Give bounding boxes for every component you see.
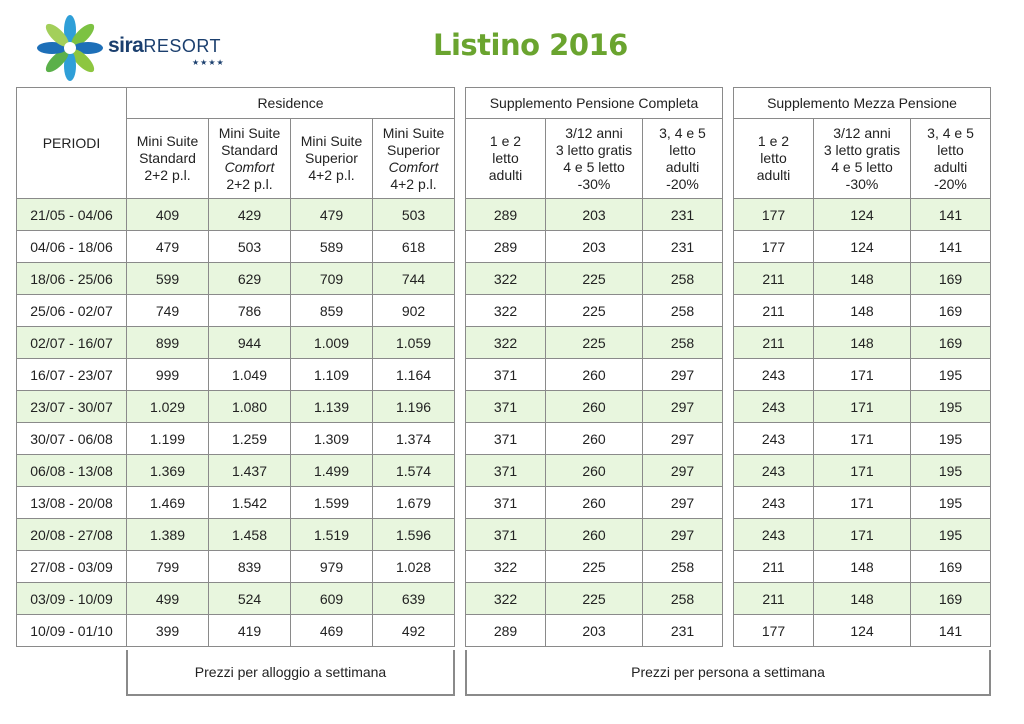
price-cell: 609 — [291, 583, 373, 615]
column-header — [209, 119, 291, 199]
price-cell: 148 — [814, 327, 911, 359]
price-cell: 260 — [546, 359, 643, 391]
brand-stars: ★★★★ — [192, 58, 225, 67]
price-cell: 799 — [127, 551, 209, 583]
price-cell: 1.599 — [291, 487, 373, 519]
price-cell: 169 — [911, 263, 991, 295]
price-cell: 902 — [373, 295, 455, 327]
price-cell: 1.080 — [209, 391, 291, 423]
period-cell: 23/07 - 30/07 — [17, 391, 127, 423]
price-cell: 177 — [734, 199, 814, 231]
price-cell: 709 — [291, 263, 373, 295]
table-row — [734, 359, 991, 391]
price-cell: 839 — [209, 551, 291, 583]
price-cell: 1.059 — [373, 327, 455, 359]
footer-alloggio-label: Prezzi per alloggio a settimana — [194, 664, 387, 680]
price-cell: 492 — [373, 615, 455, 647]
table-row — [466, 231, 723, 263]
table-row — [466, 519, 723, 551]
price-cell: 169 — [911, 551, 991, 583]
price-cell: 169 — [911, 295, 991, 327]
price-cell: 1.164 — [373, 359, 455, 391]
price-cell: 243 — [734, 487, 814, 519]
price-cell: 243 — [734, 391, 814, 423]
period-cell: 06/08 - 13/08 — [17, 455, 127, 487]
column-header-line: 3, 4 e 5 — [927, 124, 974, 141]
price-cell: 1.374 — [373, 423, 455, 455]
column-header-line: letto — [760, 150, 787, 166]
table-row — [466, 583, 723, 615]
price-cell: 524 — [209, 583, 291, 615]
column-header-line: adulti — [665, 158, 700, 175]
column-header — [814, 119, 911, 199]
price-cell: 148 — [814, 295, 911, 327]
price-cell: 599 — [127, 263, 209, 295]
price-cell: 1.009 — [291, 327, 373, 359]
price-cell: 231 — [643, 231, 723, 263]
table-row — [466, 455, 723, 487]
price-cell: 124 — [814, 231, 911, 263]
period-cell: 20/08 - 27/08 — [17, 519, 127, 551]
flower-logo-icon — [32, 12, 108, 84]
price-cell: 211 — [734, 327, 814, 359]
period-cell: 16/07 - 23/07 — [17, 359, 127, 391]
price-cell: 1.049 — [209, 359, 291, 391]
price-cell: 297 — [643, 487, 723, 519]
price-cell: 1.519 — [291, 519, 373, 551]
footer-alloggio — [126, 650, 455, 696]
price-cell: 859 — [291, 295, 373, 327]
price-cell: 1.458 — [209, 519, 291, 551]
column-header-line: letto — [669, 141, 696, 158]
column-header-line: 3, 4 e 5 — [659, 124, 706, 141]
price-cell: 1.109 — [291, 359, 373, 391]
table-row — [734, 199, 991, 231]
price-cell: 124 — [814, 199, 911, 231]
column-header-line: 3/12 anni — [833, 124, 891, 141]
column-header — [546, 119, 643, 199]
price-cell: 148 — [814, 583, 911, 615]
column-header-line: 4 e 5 letto — [563, 158, 625, 175]
price-cell: 171 — [814, 391, 911, 423]
price-cell: 258 — [643, 295, 723, 327]
price-cell: 979 — [291, 551, 373, 583]
table-row — [17, 519, 455, 551]
price-cell: 1.139 — [291, 391, 373, 423]
price-cell: 589 — [291, 231, 373, 263]
price-cell: 195 — [911, 359, 991, 391]
table-row — [17, 231, 455, 263]
price-cell: 503 — [373, 199, 455, 231]
column-header-line: -20% — [666, 175, 699, 192]
table-row — [734, 583, 991, 615]
column-header-line: 1 e 2 — [757, 133, 790, 149]
table-row — [734, 231, 991, 263]
period-cell: 13/08 - 20/08 — [17, 487, 127, 519]
price-cell: 258 — [643, 551, 723, 583]
table-row — [17, 359, 455, 391]
column-header-line: 3/12 anni — [565, 124, 623, 141]
period-cell: 04/06 - 18/06 — [17, 231, 127, 263]
price-cell: 297 — [643, 423, 723, 455]
column-header-line: letto — [937, 141, 964, 158]
table-row — [734, 391, 991, 423]
price-cell: 371 — [466, 423, 546, 455]
price-cell: 899 — [127, 327, 209, 359]
column-header — [373, 119, 455, 199]
column-header-line: Standard — [139, 150, 196, 166]
price-cell: 1.199 — [127, 423, 209, 455]
price-cell: 211 — [734, 263, 814, 295]
price-cell: 322 — [466, 263, 546, 295]
price-cell: 371 — [466, 487, 546, 519]
price-cell: 258 — [643, 327, 723, 359]
column-header-line: Comfort — [388, 158, 439, 175]
column-header-line: 3 letto gratis — [555, 141, 633, 158]
period-cell: 03/09 - 10/09 — [17, 583, 127, 615]
price-cell: 744 — [373, 263, 455, 295]
price-cell: 195 — [911, 455, 991, 487]
price-cell: 243 — [734, 519, 814, 551]
price-cell: 171 — [814, 487, 911, 519]
table-row — [17, 263, 455, 295]
column-header — [466, 119, 546, 199]
table-row — [466, 615, 723, 647]
pensione-completa-header: Supplemento Pensione Completa — [466, 88, 723, 119]
period-cell: 10/09 - 01/10 — [17, 615, 127, 647]
price-cell: 1.437 — [209, 455, 291, 487]
price-cell: 1.029 — [127, 391, 209, 423]
column-header — [911, 119, 991, 199]
page-title: Listino 2016 — [433, 28, 628, 62]
price-cell: 479 — [291, 199, 373, 231]
price-cell: 1.259 — [209, 423, 291, 455]
footer-persona — [465, 650, 991, 696]
table-row — [17, 487, 455, 519]
residence-table — [16, 87, 455, 647]
price-cell: 195 — [911, 487, 991, 519]
column-header-line: 1 e 2 — [489, 133, 522, 149]
price-cell: 243 — [734, 455, 814, 487]
column-header-line: Mini Suite — [300, 133, 363, 149]
price-cell: 260 — [546, 487, 643, 519]
table-row — [466, 423, 723, 455]
column-header-line: 4+2 p.l. — [390, 175, 437, 192]
price-cell: 786 — [209, 295, 291, 327]
price-cell: 1.679 — [373, 487, 455, 519]
price-cell: 371 — [466, 359, 546, 391]
price-cell: 148 — [814, 263, 911, 295]
table-row — [17, 423, 455, 455]
period-cell: 27/08 - 03/09 — [17, 551, 127, 583]
table-row — [734, 263, 991, 295]
price-cell: 169 — [911, 327, 991, 359]
table-row — [466, 487, 723, 519]
price-cell: 203 — [546, 231, 643, 263]
column-header-line: adulti — [756, 167, 791, 183]
price-cell: 243 — [734, 423, 814, 455]
price-cell: 171 — [814, 359, 911, 391]
column-header-line: adulti — [488, 167, 523, 183]
period-cell: 25/06 - 02/07 — [17, 295, 127, 327]
period-cell: 02/07 - 16/07 — [17, 327, 127, 359]
price-cell: 1.469 — [127, 487, 209, 519]
column-header-line: 2+2 p.l. — [226, 175, 273, 192]
period-cell: 21/05 - 04/06 — [17, 199, 127, 231]
column-header-line: 4 e 5 letto — [831, 158, 893, 175]
period-cell: 18/06 - 25/06 — [17, 263, 127, 295]
price-cell: 260 — [546, 423, 643, 455]
footer-persona-label: Prezzi per persona a settimana — [631, 664, 825, 680]
price-cell: 371 — [466, 391, 546, 423]
table-row — [17, 295, 455, 327]
table-row — [17, 583, 455, 615]
logo — [32, 12, 232, 84]
price-cell: 297 — [643, 391, 723, 423]
brand-name: siraRESORT — [108, 34, 222, 57]
price-cell: 195 — [911, 391, 991, 423]
price-cell: 749 — [127, 295, 209, 327]
price-cell: 289 — [466, 231, 546, 263]
price-cell: 211 — [734, 583, 814, 615]
mezza-pensione-table — [733, 87, 991, 647]
column-header-line: -20% — [934, 175, 967, 192]
column-header — [127, 119, 209, 199]
column-header-line: Mini Suite — [218, 124, 281, 141]
column-header-line: Mini Suite — [382, 124, 445, 141]
column-header — [734, 119, 814, 199]
table-row — [734, 327, 991, 359]
price-cell: 399 — [127, 615, 209, 647]
table-row — [17, 615, 455, 647]
table-row — [734, 295, 991, 327]
table-row — [734, 615, 991, 647]
table-row — [17, 391, 455, 423]
price-cell: 1.309 — [291, 423, 373, 455]
price-cell: 124 — [814, 615, 911, 647]
price-cell: 148 — [814, 551, 911, 583]
price-cell: 297 — [643, 359, 723, 391]
table-row — [17, 199, 455, 231]
table-row — [734, 455, 991, 487]
table-row — [466, 327, 723, 359]
price-cell: 225 — [546, 263, 643, 295]
column-header — [643, 119, 723, 199]
price-cell: 141 — [911, 199, 991, 231]
price-cell: 1.499 — [291, 455, 373, 487]
price-cell: 225 — [546, 583, 643, 615]
price-cell: 177 — [734, 615, 814, 647]
price-cell: 322 — [466, 295, 546, 327]
price-cell: 289 — [466, 199, 546, 231]
price-cell: 141 — [911, 615, 991, 647]
table-row — [734, 487, 991, 519]
price-cell: 260 — [546, 455, 643, 487]
table-row — [466, 391, 723, 423]
price-cell: 177 — [734, 231, 814, 263]
table-row — [466, 199, 723, 231]
table-row — [734, 423, 991, 455]
column-header-line: Mini Suite — [136, 133, 199, 149]
column-header-line: -30% — [845, 175, 879, 192]
price-cell: 1.028 — [373, 551, 455, 583]
price-cell: 999 — [127, 359, 209, 391]
price-cell: 1.574 — [373, 455, 455, 487]
price-cell: 1.196 — [373, 391, 455, 423]
price-cell: 371 — [466, 519, 546, 551]
period-cell: 30/07 - 06/08 — [17, 423, 127, 455]
table-row — [17, 327, 455, 359]
price-cell: 225 — [546, 327, 643, 359]
column-header-line: 2+2 p.l. — [144, 167, 191, 183]
column-header-line: Standard — [221, 141, 278, 158]
price-cell: 171 — [814, 455, 911, 487]
column-header-line: adulti — [933, 158, 968, 175]
price-cell: 297 — [643, 519, 723, 551]
price-cell: 258 — [643, 263, 723, 295]
table-row — [466, 295, 723, 327]
price-cell: 231 — [643, 615, 723, 647]
price-cell: 503 — [209, 231, 291, 263]
table-row — [17, 551, 455, 583]
column-header-line: letto — [492, 150, 519, 166]
price-cell: 258 — [643, 583, 723, 615]
price-cell: 944 — [209, 327, 291, 359]
price-cell: 169 — [911, 583, 991, 615]
periods-header: PERIODI — [17, 88, 127, 199]
column-header-line: -30% — [577, 175, 611, 192]
price-cell: 225 — [546, 551, 643, 583]
price-cell: 322 — [466, 583, 546, 615]
price-cell: 322 — [466, 551, 546, 583]
price-cell: 1.596 — [373, 519, 455, 551]
price-cell: 211 — [734, 295, 814, 327]
price-cell: 469 — [291, 615, 373, 647]
column-header-line: Superior — [387, 141, 440, 158]
price-cell: 1.369 — [127, 455, 209, 487]
column-header-line: Superior — [305, 150, 358, 166]
price-cell: 260 — [546, 391, 643, 423]
table-row — [734, 519, 991, 551]
price-cell: 195 — [911, 519, 991, 551]
price-cell: 409 — [127, 199, 209, 231]
price-cell: 618 — [373, 231, 455, 263]
price-cell: 322 — [466, 327, 546, 359]
table-row — [466, 551, 723, 583]
price-cell: 429 — [209, 199, 291, 231]
price-cell: 231 — [643, 199, 723, 231]
price-cell: 479 — [127, 231, 209, 263]
column-header-line: 4+2 p.l. — [308, 167, 355, 183]
price-cell: 211 — [734, 551, 814, 583]
column-header-line: Comfort — [224, 158, 275, 175]
table-row — [734, 551, 991, 583]
price-cell: 203 — [546, 199, 643, 231]
price-cell: 195 — [911, 423, 991, 455]
price-cell: 419 — [209, 615, 291, 647]
price-cell: 141 — [911, 231, 991, 263]
price-cell: 171 — [814, 423, 911, 455]
price-cell: 243 — [734, 359, 814, 391]
price-cell: 203 — [546, 615, 643, 647]
pensione-completa-table — [465, 87, 723, 647]
price-cell: 629 — [209, 263, 291, 295]
price-cell: 260 — [546, 519, 643, 551]
mezza-pensione-header: Supplemento Mezza Pensione — [734, 88, 991, 119]
price-cell: 499 — [127, 583, 209, 615]
table-row — [466, 359, 723, 391]
price-cell: 639 — [373, 583, 455, 615]
price-cell: 297 — [643, 455, 723, 487]
price-cell: 225 — [546, 295, 643, 327]
price-cell: 171 — [814, 519, 911, 551]
price-cell: 1.542 — [209, 487, 291, 519]
table-row — [466, 263, 723, 295]
residence-header: Residence — [127, 88, 455, 119]
price-cell: 1.389 — [127, 519, 209, 551]
price-cell: 371 — [466, 455, 546, 487]
column-header — [291, 119, 373, 199]
table-row — [17, 455, 455, 487]
price-cell: 289 — [466, 615, 546, 647]
column-header-line: 3 letto gratis — [823, 141, 901, 158]
